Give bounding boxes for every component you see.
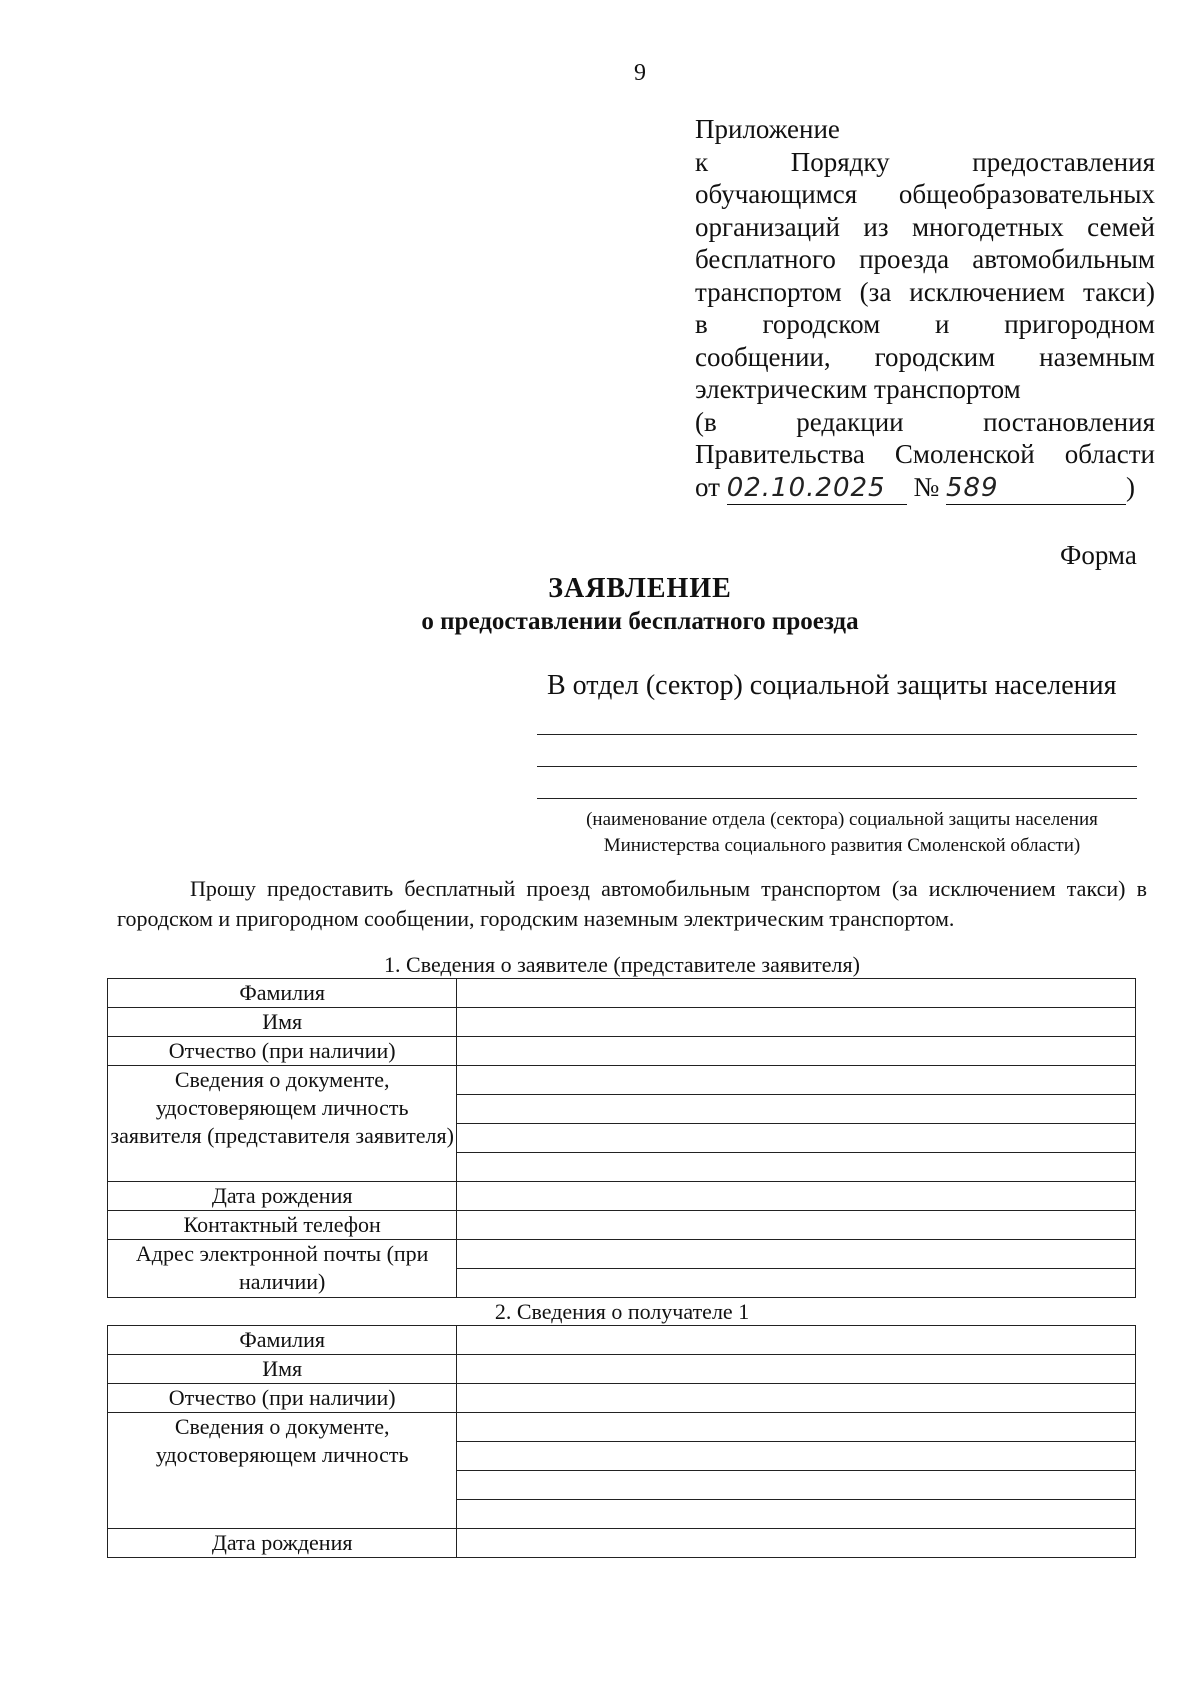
document-subtitle: о предоставлении бесплатного проезда <box>421 608 859 635</box>
value-cell[interactable] <box>457 1413 1136 1529</box>
table-row <box>108 1529 1136 1558</box>
department-label: В отдел (сектор) социальной защиты населения <box>547 670 1117 701</box>
appendix-line: (в редакции постановления <box>695 406 1155 437</box>
value-cell[interactable] <box>457 979 1136 1008</box>
row-label: Дата рождения <box>108 1529 457 1558</box>
row-label: Адрес электронной почты (при наличии) <box>108 1240 457 1298</box>
value-cell[interactable] <box>457 1240 1136 1298</box>
appendix-block <box>695 113 1155 503</box>
appendix-date-line <box>695 471 1155 504</box>
appendix-line: организаций из многодетных семей <box>695 211 1155 242</box>
value-cell[interactable] <box>457 1008 1136 1037</box>
appendix-line: транспортом (за исключением такси) <box>695 276 1155 307</box>
value-cell[interactable] <box>457 1182 1136 1211</box>
appendix-line: Приложение <box>695 114 840 144</box>
row-label: Отчество (при наличии) <box>108 1037 457 1066</box>
appendix-line: обучающимся общеобразовательных <box>695 179 1155 209</box>
form-label: Форма <box>1060 540 1137 570</box>
decree-number: 589 <box>946 472 1126 506</box>
date-prefix: от <box>695 471 720 502</box>
row-label: Фамилия <box>108 1326 457 1355</box>
department-fill-line[interactable] <box>537 766 1137 767</box>
request-paragraph: Прошу предоставить бесплатный проезд автомобильным транспортом (за исключением такси) в городском и пригородном сообщении, городским наземным электрическим транспортом. <box>117 876 1147 931</box>
table-row <box>108 1066 1136 1182</box>
row-label: Отчество (при наличии) <box>108 1384 457 1413</box>
department-fill-line[interactable] <box>537 798 1137 799</box>
table-row <box>108 1240 1136 1298</box>
number-sign: № <box>913 471 940 502</box>
table-row <box>108 1384 1136 1413</box>
appendix-line: бесплатного проезда автомобильным <box>695 244 1155 274</box>
value-cell[interactable] <box>457 1326 1136 1355</box>
value-cell[interactable] <box>457 1066 1136 1182</box>
appendix-line: электрическим транспортом <box>695 374 1021 404</box>
table-row <box>108 979 1136 1008</box>
row-label: Имя <box>108 1008 457 1037</box>
value-cell[interactable] <box>457 1384 1136 1413</box>
table-row <box>108 1037 1136 1066</box>
appendix-line: сообщении, городским наземным <box>695 341 1155 372</box>
section2-title: 2. Сведения о получателе 1 <box>494 1299 750 1324</box>
section1-title: 1. Сведения о заявителе (представителе заявителя) <box>384 952 860 977</box>
table-row <box>108 1211 1136 1240</box>
table-row <box>108 1008 1136 1037</box>
row-label: Сведения о документе, удостоверяющем личность заявителя (представителя заявителя) <box>108 1066 457 1182</box>
closing-paren: ) <box>1125 471 1135 502</box>
value-cell[interactable] <box>457 1529 1136 1558</box>
table-row <box>108 1326 1136 1355</box>
applicant-table <box>107 978 1136 1298</box>
department-fill-line[interactable] <box>537 734 1137 735</box>
table-row <box>108 1413 1136 1529</box>
value-cell[interactable] <box>457 1211 1136 1240</box>
row-label: Сведения о документе, удостоверяющем личность <box>108 1413 457 1529</box>
appendix-line: в городском и пригородном <box>695 309 1155 339</box>
row-label: Фамилия <box>108 979 457 1008</box>
table-row <box>108 1182 1136 1211</box>
appendix-line: Правительства Смоленской области <box>695 439 1155 469</box>
appendix-line: к Порядку предоставления <box>695 146 1155 177</box>
row-label: Имя <box>108 1355 457 1384</box>
value-cell[interactable] <box>457 1355 1136 1384</box>
decree-date: 02.10.2025 <box>727 472 907 506</box>
row-label: Контактный телефон <box>108 1211 457 1240</box>
document-title: ЗАЯВЛЕНИЕ <box>548 573 732 604</box>
recipient-table <box>107 1325 1136 1558</box>
row-label: Дата рождения <box>108 1182 457 1211</box>
page-number: 9 <box>634 60 646 86</box>
value-cell[interactable] <box>457 1037 1136 1066</box>
caption-line: (наименование отдела (сектора) социальной защиты населения <box>586 809 1098 830</box>
caption-line: Министерства социального развития Смоленской области) <box>603 835 1081 856</box>
department-caption <box>547 807 1137 859</box>
table-row <box>108 1355 1136 1384</box>
